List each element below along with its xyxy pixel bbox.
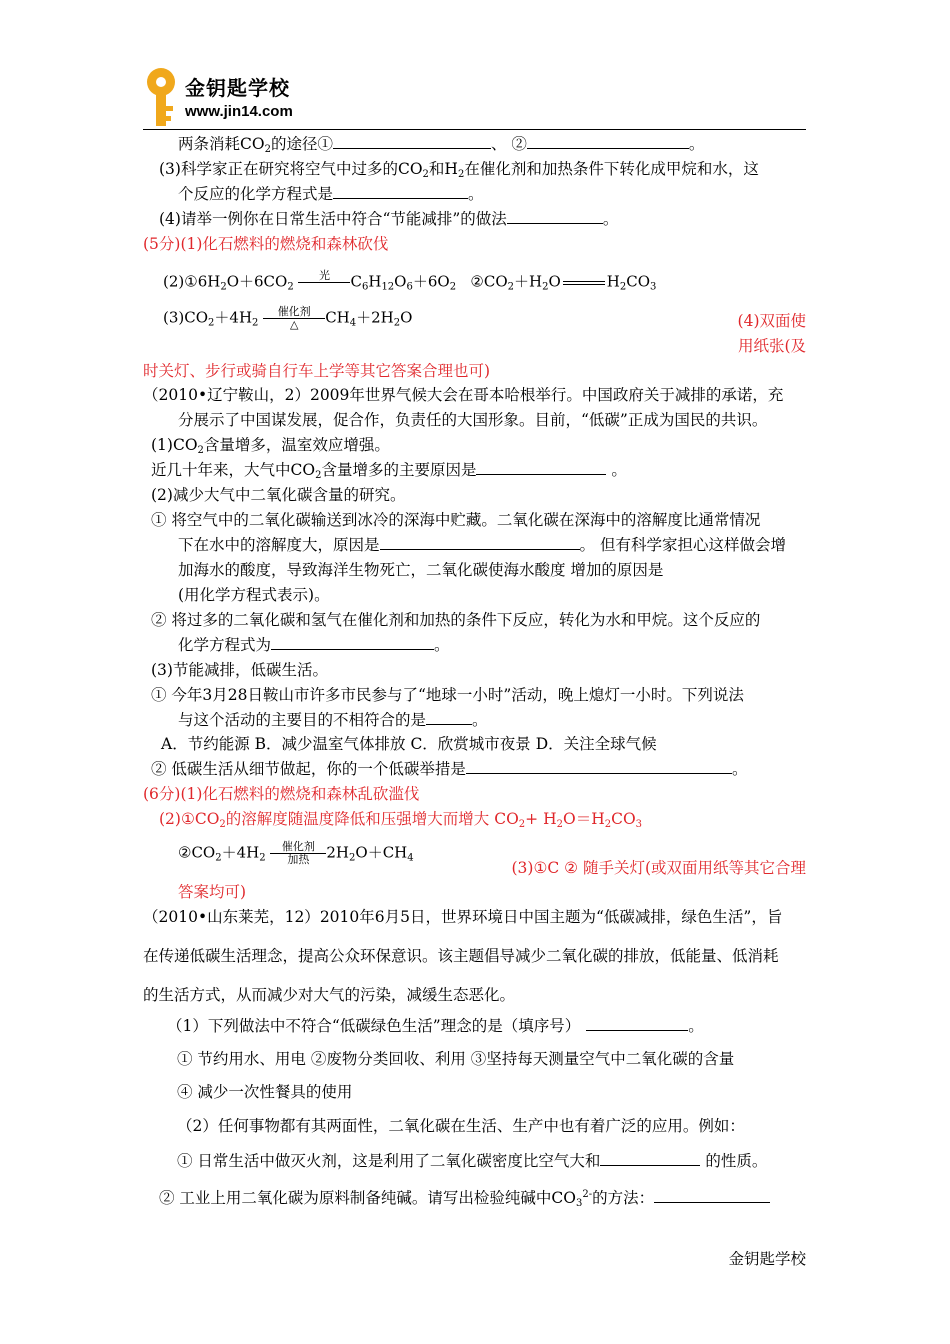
q3-line-7: （2）任何事物都有其两面性，二氧化碳在生活、生产中也有着广泛的应用。例如： [177, 1117, 745, 1135]
q3-line-2: 在传递低碳生活理念，提高公众环保意识。该主题倡导减少二氧化碳的排放，低能量、低消耗 [143, 947, 779, 965]
answer-blank[interactable] [476, 461, 606, 475]
footer-text: 金钥匙学校 [728, 1250, 806, 1268]
a2-equation: $②CO_2+4H_2$ $\frac{\text{催化剂}}{\text{加热}}$ $2H_2O+CH_4$ [178, 840, 414, 866]
a1-line-4a: (4)双面使 [737, 312, 806, 330]
header-divider [143, 129, 806, 130]
q2-line-2: 分展示了中国谋发展，促合作，负责任的大国形象。目前，“低碳”正成为国民的共识。 [178, 411, 768, 429]
q2-line-15: A．节约能源 B．减少温室气体排放 C．欣赏城市夜景 D．关注全球气候 [161, 735, 657, 753]
logo-text: 金钥匙学校 [185, 76, 290, 100]
q2-line-12: (3)节能减排，低碳生活。 [151, 661, 328, 679]
q1-line-3: 个反应的化学方程式是 。 [178, 185, 484, 203]
a2-line-2: $(2)①CO_2$的溶解度随温度降低和压强增大而增大 $CO_2+ H_2O=H_2CO_3$ [159, 810, 643, 830]
a2-line-1: (6分)(1)化石燃料的燃烧和森林乱砍滥伐 [143, 785, 420, 803]
q2-line-8: 加海水的酸度，导致海洋生物死亡，二氧化碳使海水酸度 增加的原因是 [178, 561, 664, 579]
answer-blank[interactable] [507, 210, 603, 224]
q3-line-4: （1）下列做法中不符合“低碳绿色生活”理念的是（填序号） 。 [167, 1017, 704, 1035]
q3-line-1: （2010•山东莱芜，12）2010年6月5日，世界环境日中国主题为“低碳减排，绿色生活”，旨 [143, 908, 783, 926]
answer-blank[interactable] [426, 711, 472, 725]
q2-line-13: ① 今年3月28日鞍山市许多市民参与了“地球一小时”活动，晚上熄灯一小时。下列说法 [151, 686, 744, 704]
q2-line-10: ② 将过多的二氧化碳和氢气在催化剂和加热的条件下反应，转化为水和甲烷。这个反应的 [151, 611, 761, 629]
answer-blank[interactable] [466, 760, 732, 774]
q2-line-11: 化学方程式为 。 [178, 636, 450, 654]
a2-line-4: 答案均可) [178, 883, 247, 901]
a1-line-5: 时关灯、步行或骑自行车上学等其它答案合理也可) [143, 362, 491, 380]
q2-line-9: (用化学方程式表示)。 [178, 586, 330, 604]
a2-line-3: (3)①C ② 随手关灯(或双面用纸等其它合理 [511, 859, 806, 877]
q2-line-14: 与这个活动的主要目的不相符合的是 。 [178, 711, 488, 729]
answer-blank[interactable] [333, 135, 491, 149]
q3-line-8: ① 日常生活中做灭火剂，这是利用了二氧化碳密度比空气大和 的性质。 [177, 1152, 768, 1170]
answer-blank[interactable] [654, 1189, 770, 1203]
answer-blank[interactable] [527, 135, 689, 149]
logo [143, 66, 323, 130]
answer-blank[interactable] [271, 636, 434, 650]
q1-line-2: (3)科学家正在研究将空气中过多的$CO_2$和$H_2$在催化剂和加热条件下转化成甲烷和水，这 [159, 160, 759, 180]
q2-line-7: 下在水中的溶解度大，原因是 。 但有科学家担心这样做会增 [178, 536, 786, 554]
logo-url: www.jin14.com [185, 103, 293, 120]
q2-line-5: (2)减少大气中二氧化碳含量的研究。 [151, 486, 406, 504]
q2-line-16: ② 低碳生活从细节做起，你的一个低碳举措是 。 [151, 760, 748, 778]
q3-line-6: ④ 减少一次性餐具的使用 [177, 1083, 353, 1101]
q2-line-1: （2010•辽宁鞍山，2）2009年世界气候大会在哥本哈根举行。中国政府关于减排的承诺，充 [143, 386, 784, 404]
answer-blank[interactable] [333, 185, 468, 199]
key-icon [143, 66, 183, 130]
a1-line-4b: 用纸张(及 [737, 337, 806, 355]
answer-blank[interactable] [586, 1017, 688, 1031]
answer-blank[interactable] [380, 536, 580, 550]
q3-line-3: 的生活方式，从而减少对大气的污染，减缓生态恶化。 [143, 986, 516, 1004]
q1-line-1: 两条消耗$CO_2$的途径① 、 ② 。 [178, 135, 705, 155]
a1-line-1: (5分)(1)化石燃料的燃烧和森林砍伐 [143, 235, 389, 253]
q2-line-4: 近几十年来，大气中$CO_2$含量增多的主要原因是 。 [151, 461, 627, 481]
q1-line-4: (4)请举一例你在日常生活中符合“节能减排”的做法 。 [159, 210, 619, 228]
q3-line-9: ② 工业上用二氧化碳为原料制备纯碱。请写出检验纯碱中$CO_3^{2-}$的方法： [159, 1185, 770, 1214]
q2-line-3: $(1)CO_2$含量增多，温室效应增强。 [151, 436, 390, 456]
q2-line-6: ① 将空气中的二氧化碳输送到冰冷的深海中贮藏。二氧化碳在深海中的溶解度比通常情况 [151, 511, 761, 529]
a1-equation-1: $(2)①6H_2O+6CO_2$ 光 $C_6H_{12}O_6+6O_2$ $②CO_2+H_2O$ $H_2CO_3$ [163, 269, 657, 293]
answer-blank[interactable] [600, 1152, 700, 1166]
q3-line-5: ① 节约用水、用电 ②废物分类回收、利用 ③坚持每天测量空气中二氧化碳的含量 [177, 1050, 735, 1068]
a1-equation-2: $(3)CO_2+4H_2$ $\frac{\text{催化剂}}{\triangle}$ $CH_4+2H_2O$ [163, 305, 413, 331]
